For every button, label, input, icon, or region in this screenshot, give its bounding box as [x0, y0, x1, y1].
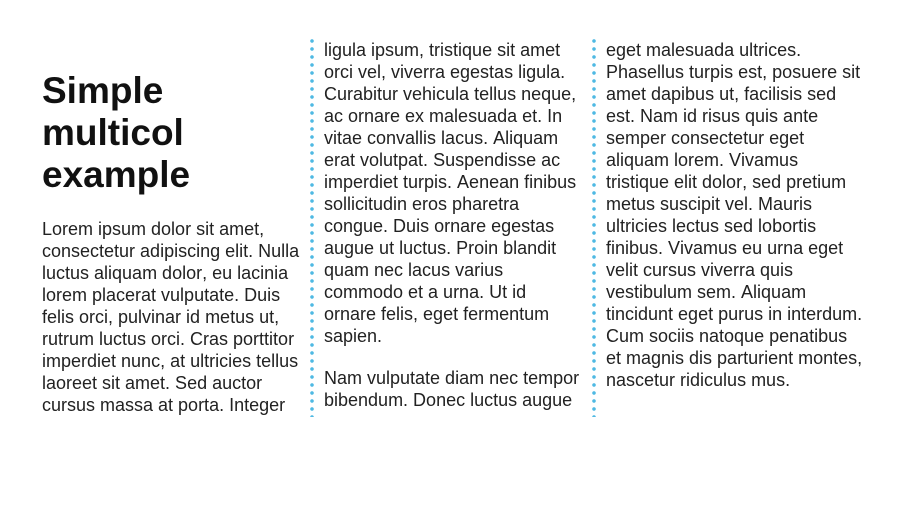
article-paragraph-2: Nam vulputate diam nec tempor bibendum. Donec luctus augue eget malesuada ultrices. Phasellus turpis est, posuere sit amet dapibus ut, facilisis sed est. Nam id risus quis ante semper consectetur eget aliquam lorem. Vivamus tristique elit dolor, sed pretium metus suscipit vel. Mauris ultricies lectus sed lobortis finibus. Vivamus eu urna eget velit cursus viverra quis vestibulum sem. Aliquam tincidunt eget purus in interdum. Cum sociis natoque penatibus et magnis dis parturient montes, nascetur ridiculus mus. [324, 40, 863, 410]
column-rule-dotted-1 [310, 39, 314, 417]
article-paragraph-1: Lorem ipsum dolor sit amet, consectetur adipiscing elit. Nulla luctus aliquam dolor, eu lacinia lorem placerat vulputate. Duis felis orci, pulvinar id metus ut, rutrum luctus orci. Cras porttitor imperdiet nunc, at ultricies tellus laoreet sit amet. Sed auctor cursus massa at porta. Integer ligula ipsum, tristique sit amet orci vel, viverra egestas ligula. Curabitur vehicula tellus neque, ac ornare ex malesuada et. In vitae convallis lacus. Aliquam erat volutpat. Suspendisse ac imperdiet turpis. Aenean finibus sollicitudin eros pharetra congue. Duis ornare egestas augue ut luctus. Proin blandit quam nec lacus varius commodo et a urna. Ut id ornare felis, eget fermentum sapien. [42, 40, 577, 415]
page-title: Simple multicol example [42, 70, 191, 195]
multicol-container [42, 39, 864, 417]
column-rule-dotted-2 [592, 39, 596, 417]
